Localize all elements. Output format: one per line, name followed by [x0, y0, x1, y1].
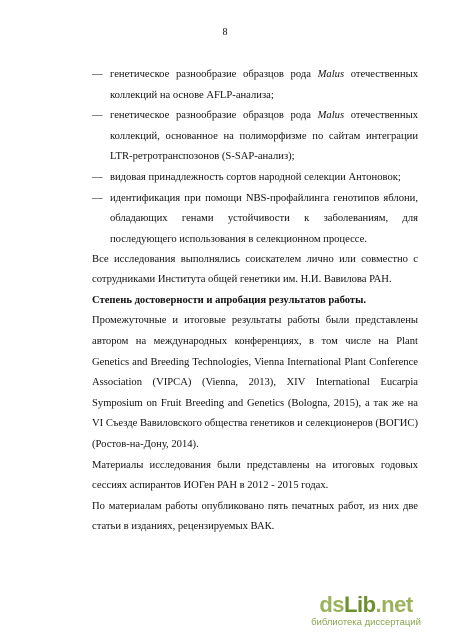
- bullet-dash: —: [92, 171, 103, 183]
- logo-subtitle: библиотека диссертаций: [311, 617, 421, 628]
- dslib-logo: [306, 593, 426, 617]
- logo-net: net: [381, 592, 413, 617]
- page-number: 8: [222, 27, 228, 38]
- paragraph-text: Все исследования выполнялись соискателем лично или совместно с сотрудниками Института общей генетики им. Н.И. Вавилова РАН.: [92, 253, 418, 286]
- bullet-text: генетическое разнообразие образцов рода: [110, 110, 318, 122]
- list-item: [92, 65, 418, 106]
- dslib-watermark: [306, 593, 426, 629]
- bullet-dash: —: [92, 110, 103, 122]
- paragraph: [92, 229, 418, 291]
- bullet-dash: —: [92, 69, 103, 80]
- list-item: [92, 106, 418, 168]
- list-item: [92, 168, 418, 189]
- heading-text: Степень достоверности и апробация результатов работы.: [92, 294, 367, 306]
- bullet-text: видовая принадлежность сортов народной селекции Антоновок;: [110, 171, 401, 183]
- bullet-dash: —: [92, 192, 103, 204]
- bullet-text-tail: отечественных коллекций, основанное на полиморфизме по сайтам интеграции LTR-ретротранспозонов (S-SAP-анализ);: [110, 110, 418, 163]
- paragraph: [92, 456, 418, 497]
- bullet-text: идентификация при помощи NBS-профайлинга генотипов яблони, обладающих генами устойчивости к заболеваниям, для последующего использования в селекционном процессе.: [110, 192, 418, 245]
- logo-dot: .: [375, 592, 382, 617]
- paragraph-text: По материалам работы опубликовано пять печатных работ, из них две статьи в изданиях, рецензируемых ВАК.: [92, 500, 418, 533]
- bullet-list: [92, 65, 418, 250]
- logo-ds: ds: [319, 592, 345, 617]
- paragraph-text: Материалы исследования были представлены на итоговых годовых сессиях аспирантов ИОГен РАН в 2012 - 2015 годах.: [92, 459, 418, 492]
- paragraph: [92, 497, 418, 538]
- bullet-italic: Malus: [317, 69, 345, 80]
- body-text: [92, 229, 418, 538]
- section-heading: [92, 291, 418, 312]
- paragraph-text: Промежуточные и итоговые результаты работы были представлены автором на международных конференциях, в том числе на Plant Genetics and Breeding Technologies, Vienna International Plant Conference Association (VIPCA) (Vienna, 2013), XIV International Eucarpia Symposium on Fruit Breeding and Genetics (Bologna, 2015), а так же на VI Съезде Вавиловского общества генетиков и селекционеров (ВОГИС) (Ростов-на-Дону, 2014).: [92, 315, 418, 450]
- paragraph: [92, 311, 418, 455]
- bullet-text-tail: отечественных коллекций на основе AFLP-анализа;: [110, 69, 418, 101]
- bullet-italic: Malus: [317, 110, 345, 122]
- bullet-text: генетическое разнообразие образцов рода: [110, 69, 318, 80]
- logo-lib: Lib: [344, 592, 376, 617]
